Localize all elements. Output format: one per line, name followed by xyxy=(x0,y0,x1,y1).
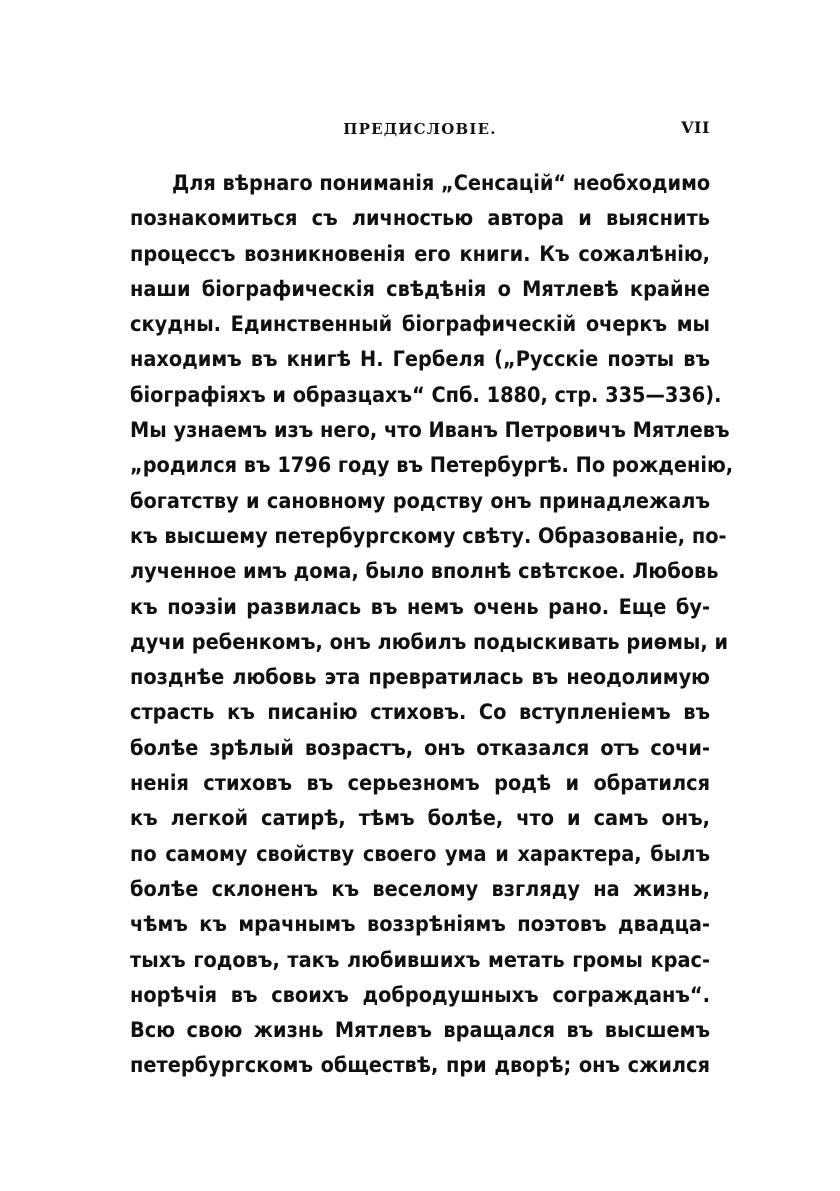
text-line: лученное имъ дома, было вполнѣ свѣтское. Любовь xyxy=(130,559,719,585)
text-line: Мы узнаемъ изъ него, что Иванъ Петровичъ Мятлевъ xyxy=(130,418,730,444)
body-text xyxy=(130,166,734,1084)
text-line: ненія стиховъ въ серьезномъ родѣ и обратился xyxy=(130,771,710,797)
text-line: находимъ въ книгѣ Н. Гербеля („Русскіе поэты въ xyxy=(130,347,710,373)
page-number: VII xyxy=(681,118,710,137)
text-line: къ поэзіи развилась въ немъ очень рано. Еще бу- xyxy=(130,594,710,620)
text-line: дучи ребенкомъ, онъ любилъ подыскивать риѳмы, и xyxy=(130,629,729,655)
text-line: тыхъ годовъ, такъ любившихъ метать громы крас- xyxy=(130,947,710,973)
text-line: скудны. Единственный біографическій очеркъ мы xyxy=(130,312,710,338)
text-line: петербургскомъ обществѣ, при дворѣ; онъ сжился xyxy=(130,1053,710,1079)
text-line: наши біографическія свѣдѣнія о Мятлевѣ крайне xyxy=(130,276,710,302)
page-title: ПРЕДИСЛОВІЕ. xyxy=(343,120,497,138)
text-line: норѣчія въ своихъ добродушныхъ согражданъ“. xyxy=(130,982,710,1008)
text-line: познакомиться съ личностью автора и выяснить xyxy=(130,206,710,232)
text-line: процессъ возникновенія его книги. Къ сожалѣнію, xyxy=(130,241,710,267)
text-line: богатству и сановному родству онъ принадлежалъ xyxy=(130,488,710,514)
text-line: къ высшему петербургскому свѣту. Образованіе, по- xyxy=(130,523,727,549)
text-line: чѣмъ къ мрачнымъ воззрѣніямъ поэтовъ двадца- xyxy=(130,912,710,938)
text-line: „родился въ 1796 году въ Петербургѣ. По рожденію, xyxy=(130,453,734,479)
text-line: Всю свою жизнь Мятлевъ вращался въ высшемъ xyxy=(130,1018,710,1044)
text-line: болѣе зрѣлый возрастъ, онъ отказался отъ сочи- xyxy=(130,735,710,761)
text-line: болѣе склоненъ къ веселому взгляду на жизнь, xyxy=(130,876,710,902)
text-line: по самому свойству своего ума и характера, былъ xyxy=(130,841,710,867)
text-line: біографіяхъ и образцахъ“ Спб. 1880, стр. 335—336). xyxy=(130,382,722,408)
text-line: позднѣе любовь эта превратилась въ неодолимую xyxy=(130,665,710,691)
text-line: къ легкой сатирѣ, тѣмъ болѣе, что и самъ онъ, xyxy=(130,806,710,832)
running-head xyxy=(130,118,710,142)
text-line: страсть къ писанію стиховъ. Со вступленіемъ въ xyxy=(130,700,710,726)
text-line: Для вѣрнаго пониманія „Сенсацій“ необходимо xyxy=(172,171,711,196)
